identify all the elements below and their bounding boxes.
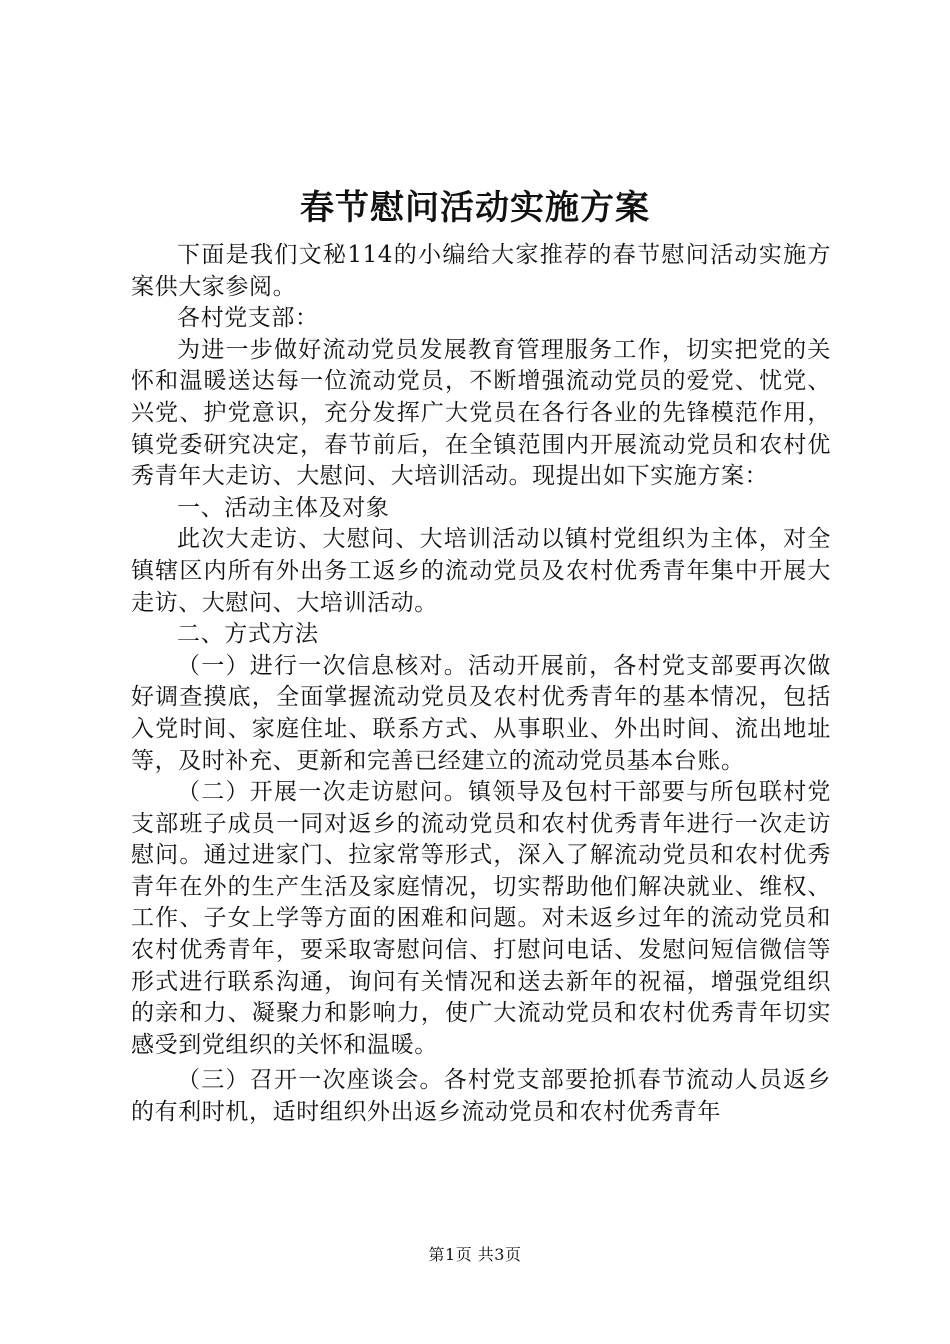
method-item-2: （二）开展一次走访慰问。镇领导及包村干部要与所包联村党支部班子成员一同对返乡的流动党员和农村优秀青年进行一次走访慰问。通过进家门、拉家常等形式，深入了解流动党员和农村优秀青年在外的生产生活及家庭情况，切实帮助他们解决就业、维权、工作、子女上学等方面的困难和问题。对未返乡过年的流动党员和农村优秀青年，要采取寄慰问信、打慰问电话、发慰问短信微信等形式进行联系沟通，询问有关情况和送去新年的祝福，增强党组织的亲和力、凝聚力和影响力，使广大流动党员和农村优秀青年切实感受到党组织的关怀和温暖。 — [131, 779, 831, 1058]
subject-paragraph: 此次大走访、大慰问、大培训活动以镇村党组织为主体，对全镇辖区内所有外出务工返乡的流动党员及农村优秀青年集中开展大走访、大慰问、大培训活动。 — [131, 526, 831, 616]
section-heading-methods: 二、方式方法 — [177, 621, 319, 648]
method-item-1: （一）进行一次信息核对。活动开展前，各村党支部要再次做好调查摸底，全面掌握流动党员及农村优秀青年的基本情况，包括入党时间、家庭住址、联系方式、从事职业、外出时间、流出地址等，及时补充、更新和完善已经建立的流动党员基本台账。 — [131, 652, 831, 774]
document-body — [131, 240, 831, 1129]
page-title: 春节慰问活动实施方案 — [300, 188, 650, 228]
intro-paragraph: 下面是我们文秘114的小编给大家推荐的春节慰问活动实施方案供大家参阅。 — [131, 242, 831, 300]
section-heading-subject: 一、活动主体及对象 — [177, 494, 390, 521]
method-item-3: （三）召开一次座谈会。各村党支部要抢抓春节流动人员返乡的有利时机，适时组织外出返乡流动党员和农村优秀青年 — [131, 1067, 831, 1126]
purpose-paragraph: 为进一步做好流动党员发展教育管理服务工作，切实把党的关怀和温暖送达每一位流动党员，不断增强流动党员的爱党、忧党、兴党、护党意识，充分发挥广大党员在各行各业的先锋模范作用，镇党委研究决定，春节前后，在全镇范围内开展流动党员和农村优秀青年大走访、大慰问、大培训活动。现提出如下实施方案： — [131, 336, 831, 490]
salutation: 各村党支部： — [177, 305, 319, 332]
page-footer: 第1页 共3页 — [428, 1245, 522, 1264]
